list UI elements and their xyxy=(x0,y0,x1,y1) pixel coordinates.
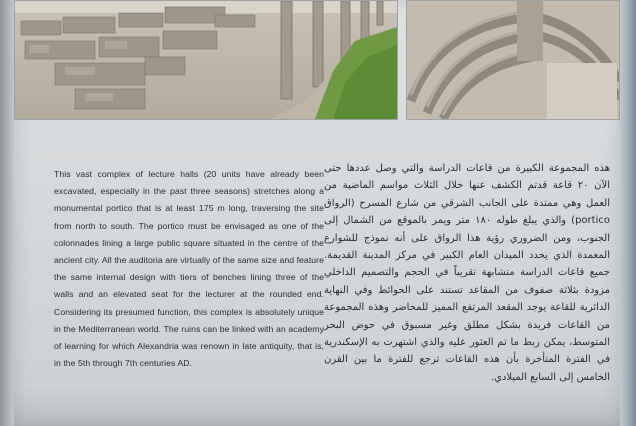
ruins-with-columns-photo xyxy=(14,0,398,120)
information-sign-panel xyxy=(14,0,620,426)
english-description-text: This vast complex of lecture halls (20 units have already been excavated, especially in the past three seasons) stretches along a monumental portico that is at least 175 m long, traversing the site from north to south. The portico must be envisaged as one of the colonnades lining a large public square situated in the centre of the ancient city. All the auditoria are virtually of the same size and feature the same internal design with tiers of benches lining three of the walls and an elevated seat for the lecturer at the rounded end. Considering its presumed function, this complex is absolutely unique in the Mediterranean world. The ruins can be linked with an academy of learning for which Alexandria was renown in late antiquity, that is, in the 5th through 7th centuries AD. xyxy=(54,169,324,369)
background-wall-right xyxy=(620,0,636,426)
tiered-auditorium-photo xyxy=(406,0,620,120)
arabic-description-text: هذه المجموعة الكبيرة من قاعات الدراسة والتي وصل عددها حتى الآن ٢٠ قاعة قدتم الكشف عنها خلال الثلاث مواسم الماضية من العمل وهي ممتدة على الجانب الشرقي من شارع المسرح (الرواق portico) والذي يبلغ طوله ١٨٠ متر ويمر بالموقع من الشمال إلى الجنوب، ومن الضروري رؤية هذا الرواق على أنه نموذج للشوارع المعمدة الذي يحدد الميدان العام الكبير في مركز المدينة القديمة. جميع قاعات الدراسة متشابهة تقريباً في الحجم والتصميم الداخلي مزودة بثلاثة صفوف من المقاعد تستند على الحوائط وفي النهاية الدائرية للقاعة يوجد المقعد المرتفع المميز للمحاضر وهذه المجموعة من القاعات فريدة بشكل مطلق وغير مسبوق في حوض البحر المتوسط، يمكن ربط ما تم العثور عليه والذي اشتهرت به الإسكندرية في الفترة المتأخرة بأن هذه القاعات ترجع للفترة ما بين القرن الخامس إلى السابع الميلادي. xyxy=(324,163,610,383)
panel-shadow xyxy=(14,386,620,426)
